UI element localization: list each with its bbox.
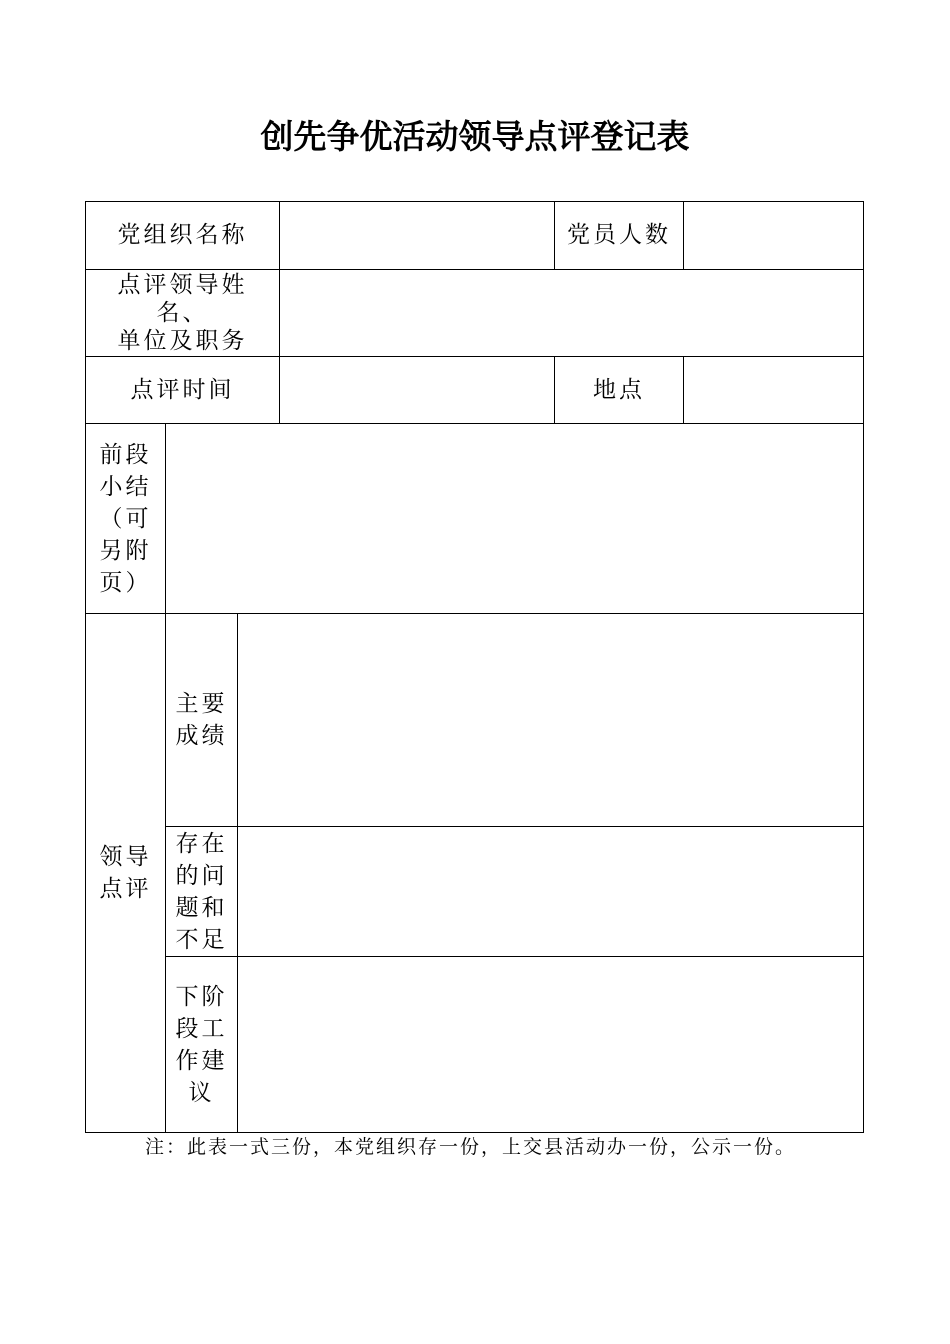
location-value[interactable] — [683, 356, 864, 424]
leader-review-label: 领导 点评 — [85, 613, 166, 1133]
suggestions-value[interactable] — [237, 956, 864, 1133]
achievements-label: 主要 成绩 — [165, 613, 238, 827]
summary-label: 前段 小结 （可 另附 页） — [85, 423, 166, 614]
suggestions-label: 下阶 段工 作建 议 — [165, 956, 238, 1133]
org-name-label: 党组织名称 — [85, 201, 280, 270]
footnote: 注：此表一式三份，本党组织存一份，上交县活动办一份，公示一份。 — [145, 1136, 797, 1158]
review-time-value[interactable] — [279, 356, 555, 424]
problems-label: 存在 的问 题和 不足 — [165, 826, 238, 957]
leader-info-label: 点评领导姓 名、 单位及职务 — [85, 269, 280, 357]
achievements-value[interactable] — [237, 613, 864, 827]
form-title: 创先争优活动领导点评登记表 — [260, 117, 690, 156]
problems-value[interactable] — [237, 826, 864, 957]
member-count-value[interactable] — [683, 201, 864, 270]
leader-info-value[interactable] — [279, 269, 864, 357]
summary-value[interactable] — [165, 423, 864, 614]
org-name-value[interactable] — [279, 201, 555, 270]
review-time-label: 点评时间 — [85, 356, 280, 424]
member-count-label: 党员人数 — [554, 201, 684, 270]
location-label: 地点 — [554, 356, 684, 424]
